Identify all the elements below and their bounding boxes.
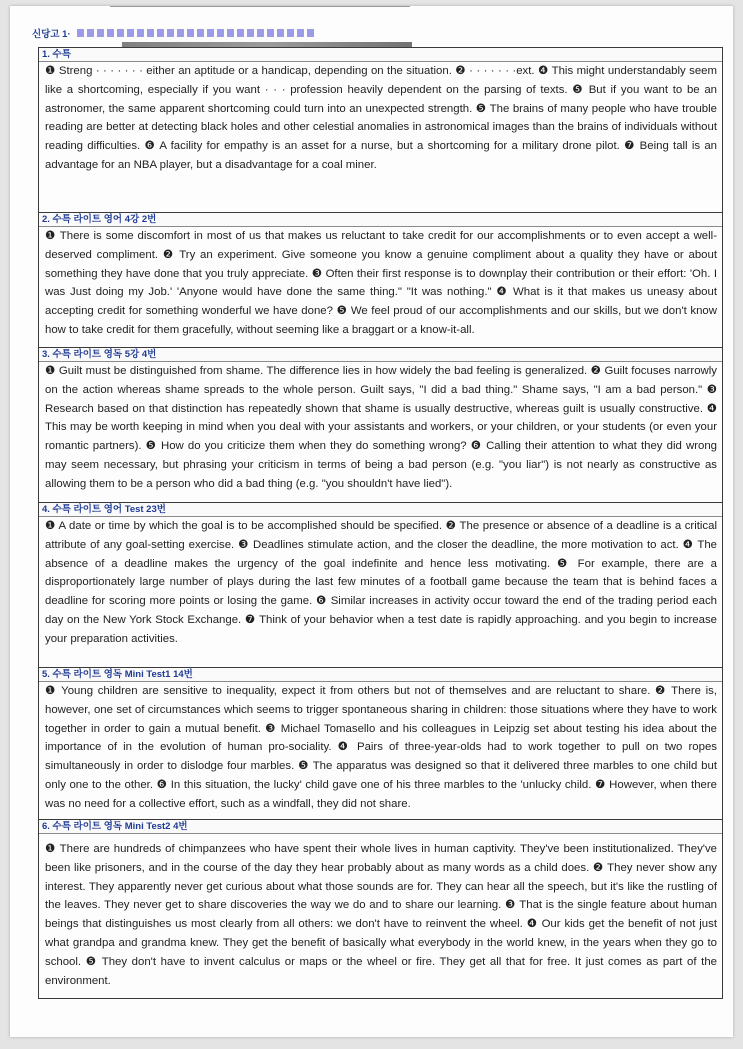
passage-section-4: [39, 503, 722, 668]
section-title: 4. 수특 라이트 영어 Test 23번: [39, 503, 722, 517]
passage-section-3: [39, 348, 722, 503]
header-title: 신당고 1·: [32, 29, 71, 40]
section-text: ❶ A date or time by which the goal is to be accomplished should be specified. ❷ The presence or absence of a deadline is a critical attribute of any goal-setting exercise. ❸ Deadlines stimulate action, and the closer the deadline, the more motivation to act. ❹ The absence of a deadline makes the urgency of the goal indefinite and hence less motivating. ❺ For example, there are a disproportionately large number of plays during the last few minutes of a football game because the team that is behind faces a deadline for scoring more points or losing the game. ❻ Similar increases in activity occur toward the end of the trading period each day on the New York Stock Exchange. ❼ Think of your behavior when a test date is rapidly approaching. and you begin to increase your preparation activities.: [45, 520, 717, 645]
section-text: ❶ Guilt must be distinguished from shame. The difference lies in how widely the bad feeling is generalized. ❷ Guilt focuses narrowly on the action whereas shame spreads to the whole person. Guilt says, "I did a bad thing." Shame says, "I am a bad person." ❸ Research based on that distinction has repeatedly shown that shame is usually destructive, whereas guilt is usually constructive. ❹ This may be worth keeping in mind when you deal with your assistants and workers, or your children, or your students (or even your romantic partners). ❺ How do you criticize them when they do something wrong? ❻ Calling their attention to what they did wrong may seem necessary, but phrasing your criticism in terms of being a bad person (e.g. "you liar") is not nearly as constructive as allowing them to be a person who did a bad thing (e.g. "you shouldn't have lied").: [45, 365, 717, 490]
section-title: 1. 수특: [39, 48, 722, 62]
section-title: 3. 수특 라이트 영독 5강 4번: [39, 348, 722, 362]
passage-section-5: [39, 668, 722, 820]
section-text: ❶ There are hundreds of chimpanzees who have spent their whole lives in human captivity. They've been institutionalized. They've been like prisoners, and in the course of the day they hear probably about as many words as a child does. ❷ They never show any interest. They apparently never get curious about what those sounds are for. They can hear all the speech, but it's like the rustling of the leaves. They never get to share discoveries the way we do and to share our learning. ❸ That is the single feature about human beings that distinguishes us most clearly from all others: we don't have to reinvent the wheel. ❹ Our kids get the benefit of not just what grandpa and grandma knew. They get the benefit of basically what everybody in the world knew, in the years when they go to school. ❺ They don't have to invent calculus or maps or the wheel or fire. They get all that for free. It just comes as part of the environment.: [45, 843, 717, 987]
passage-section-1: [39, 48, 722, 213]
passage-table: [38, 47, 723, 999]
document-page: [10, 6, 733, 1037]
section-text: ❶ There is some discomfort in most of us that makes us reluctant to take credit for our accomplishments or to even accept a well-deserved compliment. ❷ Try an experiment. Give someone you know a genuine compliment about a quality they have or about something they have done that you truly appreciate. ❸ Often their first response is to downplay their contribution or their effort: 'Oh. I was Just doing my Job.' 'Anyone would have done the same thing." "It was nothing." ❹ What is it that makes us uneasy about accepting credit for something wonderful we have done? ❺ We feel proud of our accomplishments and our skills, but we don't know how to take credit for them gracefully, without seeming like a braggart or a know-it-all.: [45, 230, 717, 336]
redacted-header-text: [77, 29, 314, 37]
top-rule: [110, 6, 410, 7]
section-text: ❶ Streng · · · · · · · either an aptitude or a handicap, depending on the situation. ❷ · · · · · · ·ext. ❹ This might understandably seem like a shortcoming, especially if you want · · · profession heavily dependent on the parsing of texts. ❺ But if you want to be an astronomer, the same apparent shortcoming could turn into an unexpected strength. ❺ The brains of many people who have trouble reading are better at detecting black holes and other celestial anomalies in astronomical images than the brains of individuals without reading difficulties. ❻ A facility for empathy is an asset for a nurse, but a shortcoming for a military drone pilot. ❼ Being tall is an advantage for an NBA player, but a disadvantage for a coal miner.: [45, 65, 717, 171]
section-text: ❶ Young children are sensitive to inequality, expect it from others but not of themselves and are reluctant to share. ❷ There is, however, one set of circumstances which seems to trigger spontaneous sharing in children: those situations where they have to work together in order to gain a mutual benefit. ❸ Michael Tomasello and his colleagues in Leipzig set about testing his idea about the importance of in the evolution of human pro-sociality. ❹ Pairs of three-year-olds had to work together to pull on two ropes simultaneously in order to dislodge four marbles. ❺ The apparatus was designed so that it delivered three marbles to one child but only one to the other. ❻ In this situation, the lucky' child gave one of his three marbles to the 'unlucky child. ❼ However, when there was no need for a collective effort, such as a windfall, they did not share.: [45, 685, 717, 810]
passage-section-6: [39, 820, 722, 998]
passage-section-2: [39, 213, 722, 348]
document-header: [32, 26, 314, 40]
section-title: 6. 수특 라이트 영독 Mini Test2 4번: [39, 820, 722, 834]
section-title: 2. 수특 라이트 영어 4강 2번: [39, 213, 722, 227]
section-title: 5. 수특 라이트 영독 Mini Test1 14번: [39, 668, 722, 682]
